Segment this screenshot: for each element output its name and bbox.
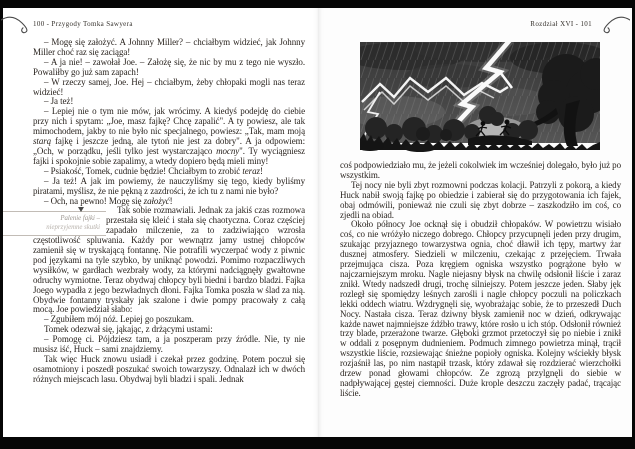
paragraph: Około północy Joe ocknął się i obudził chłopaków. W powietrzu wisiało coś, co nie wróżyło niczego dobrego. Chłopcy przycupnęli jeden przy drugim, szukając przyjaznego towarzystwa ognia, choć dławił ich tępy, martwy żar dusznej atmosfery. Siedzieli w milczeniu, czekając z przejęciem. Trwała przejmująca cisza. Poza kręgiem ogniska wszystko pogrążone było w najczarniejszym mroku. Nagle niejasny błysk na chwilę odsłonił liście i zaraz znikł. Wtedy nadszedł drugi, trochę silniejszy. Potem jeszcze jeden. Słaby jęk rozległ się spomiędzy leśnych zarośli i nagle chłopcy poczuli na policzkach lekki oddech wiatru. Wzdrygnęli się, wyobrażając sobie, że to przeszedł Duch Nocy. Nastała cisza. Teraz dziwny błysk zamienił noc w dzień, odkrywając każde nawet najmniejsze źdźbło trawy, które rosło u ich stóp. Odsłonił również trzy blade, przerażone twarze. Głęboki grzmot przetoczył się po niebie i znikł w oddali z posępnym dudnieniem. Podmuch zimnego powietrza minął, trącił wszystkie liście, rozsiewając śnieżne popioły ogniska. Kolejny wściekły błysk rozjaśnił las, po nim nastąpił trzask, który zdawał się rozdzierać wierzchołki drzew ponad głowami chłopców. Ze zgrozą przylgnęli do siebie w nadpływającej gęstej ciemności. Duże krople deszczu zaczęły padać, trącając liście.: [340, 219, 621, 398]
paragraph: – Lepiej nie o tym nie mów, jak wrócimy. A kiedyś podejdę do ciebie przy nich i spytam: „Joe, masz fajkę? Chcę zapalić". A ty powiesz, ale tak mimochodem, jakby to nie było nic specjalnego, powiesz: „Tak, mam moją starą fajkę i jeszcze jedną, ale tytoń nie jest za dobry". A ja odpowiem: „Och, w porządku, jeśli tylko jest wystarczająco mocny". Ty wyciągniesz fajki i spokojnie sobie zapalimy, a wtedy dopiero będą mieli miny!: [33, 106, 305, 166]
paragraph: – Mogę się założyć. A Johnny Miller? – chciałbym widzieć, jak Johnny Miller choć raz się zaciąga!: [33, 37, 305, 57]
flourish-icon: [1, 14, 37, 34]
paragraph: – Ja też!: [44, 96, 74, 107]
paragraph: Tak więc Huck znowu usiadł i czekał przez godzinę. Potem poczuł się osamotniony i poszedł poszukać swoich towarzyszy. Odnalazł ich w dwóch różnych miejscach lasu. Obydwaj byli bladzi i spali. Jednak: [33, 354, 305, 384]
margin-note-line1: Palenie fajki –: [60, 215, 100, 222]
page-left: [3, 8, 318, 437]
paragraph: – Zgubiłem mój nóż. Lepiej go poszukam.: [44, 314, 194, 325]
paragraph: – Pomogę ci. Pójdziesz tam, a ja poszperam przy źródle. Nie, ty nie musisz iść, Huck – sami znajdziemy.: [33, 334, 305, 355]
paragraph: coś podpowiedziało mu, że jeżeli cokolwiek im wcześniej dolegało, było już po wszystkim.: [340, 160, 622, 180]
flourish-icon: [594, 14, 630, 34]
paragraph: Tej nocy nie byli zbyt rozmowni podczas kolacji. Patrzyli z pokorą, a kiedy Huck nabił swoją fajkę po obiedzie i zabierał się do przygotowania ich fajek, obaj odmówili, ponieważ nie czuli się zbyt dobrze – zaszkodziło im coś, co zjedli na obiad.: [340, 179, 621, 220]
paragraph: – A ja nie! – zawołał Joe. – Założę się, że nic by mu z tego nie wyszło. Powaliłby go już sam zapach!: [33, 56, 305, 77]
paragraph: – Ja też! A jak im powiemy, że nauczyliśmy się tego, kiedy byliśmy piratami, myślisz, że nie pękną z zazdrości, że ich tu z nami nie było?: [33, 175, 305, 196]
page-header-left: 100 - Przygody Tomka Sawyera: [33, 20, 133, 28]
paragraph: – Och, na pewno! Mogę się założyć!: [44, 195, 173, 206]
paragraph: Tomek odezwał się, jąkając, z drżącymi ustami:: [44, 324, 213, 335]
storm-illustration: [360, 42, 600, 152]
page-body-right: [340, 161, 621, 399]
page-body-left: [33, 38, 305, 385]
page-right: [318, 8, 632, 437]
margin-note-line2: nieprzyjemne skutki: [46, 223, 100, 231]
paragraph: Tak sobie rozmawiali. Jednak za jakiś czas rozmowa przestała się kleić i stała się chaotyczna. Coraz częściej zapadało milczenie, za to zadziwiająco wzrosła częstotliwość spluwania. Każdy por wewnątrz jamy ustnej chłopców zamienił się w tryskającą fontannę. Nie potrafili wyczerpać wody z piwnic pod językami na tyle szybko, by uniknąć powodzi. Pomimo rozpaczliwych wysiłków, w gardłach wezbrały wody, za którymi nadciągnęły gwałtowne odruchy wymiotne. Teraz obydwaj chłopcy byli biedni i bardzo bladzi. Fajka Joego wypadła z jego bezwładnych dłoni. Fajka Tomka poszła w ślad za nią. Obydwie fontanny tryskały jak szalone i dwie pompy pracowały z całą mocą. Joe powiedział słabo:: [33, 205, 305, 315]
page-header-right: Rozdział XVI - 101: [530, 20, 592, 28]
paragraph: – Psiakość, Tomek, cudnie będzie! Chciałbym to zrobić teraz!: [44, 165, 263, 176]
margin-note-spacer: [33, 206, 106, 235]
paragraph: – W rzeczy samej, Joe. Hej – chciałbym, żeby chłopaki mogli nas teraz widzieć!: [33, 76, 305, 97]
